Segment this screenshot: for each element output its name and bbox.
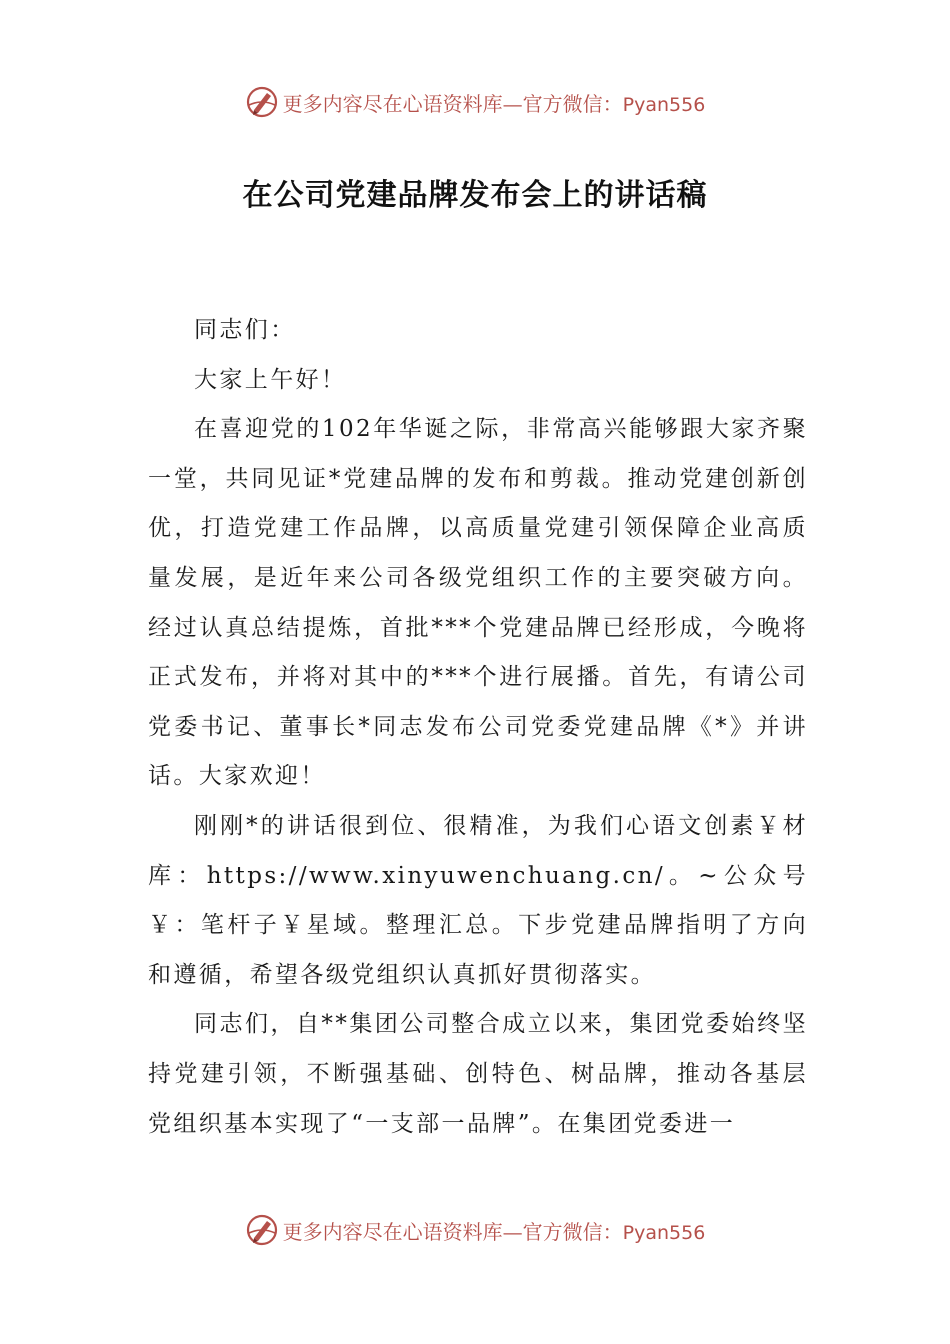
- document-body: [148, 306, 808, 1149]
- paragraph: 大家上午好！: [194, 366, 347, 393]
- paragraph: 同志们，自**集团公司整合成立以来，集团党委始终坚持党建引领，不断强基础、创特色、树品牌，推动各基层党组织基本实现了“一支部一品牌”。在集团党委进一: [148, 1011, 808, 1137]
- watermark-text: [283, 88, 706, 117]
- watermark-text: [283, 1216, 706, 1245]
- header-watermark-banner: [0, 82, 950, 122]
- pen-logo-icon: [245, 1213, 279, 1247]
- wechat-handle: Pyan556: [622, 1221, 706, 1244]
- pen-logo-icon: [245, 85, 279, 119]
- document-title: 在公司党建品牌发布会上的讲话稿: [242, 178, 708, 213]
- wechat-handle: Pyan556: [622, 93, 706, 116]
- watermark-label: 更多内容尽在心语资料库—官方微信：: [282, 1219, 623, 1244]
- paragraph: 在喜迎党的102年华诞之际，非常高兴能够跟大家齐聚一堂，共同见证*党建品牌的发布和剪裁。推动党建创新创优，打造党建工作品牌，以高质量党建引领保障企业高质量发展，是近年来公司各级党组织工作的主要突破方向。经过认真总结提炼，首批***个党建品牌已经形成，今晚将正式发布，并将对其中的***个进行展播。首先，有请公司党委书记、董事长*同志发布公司党委党建品牌《*》并讲话。大家欢迎！: [148, 416, 808, 790]
- paragraph: 同志们：: [194, 317, 296, 343]
- watermark-label: 更多内容尽在心语资料库—官方微信：: [282, 91, 623, 116]
- paragraph: 刚刚*的讲话很到位、很精准，为我们心语文创素￥材库：https://www.xinyuwenchuang.cn/。~公众号￥：笔杆子￥星域。整理汇总。下步党建品牌指明了方向和遵循，希望各级党组织认真抓好贯彻落实。: [148, 812, 808, 988]
- footer-watermark-banner: [0, 1210, 950, 1250]
